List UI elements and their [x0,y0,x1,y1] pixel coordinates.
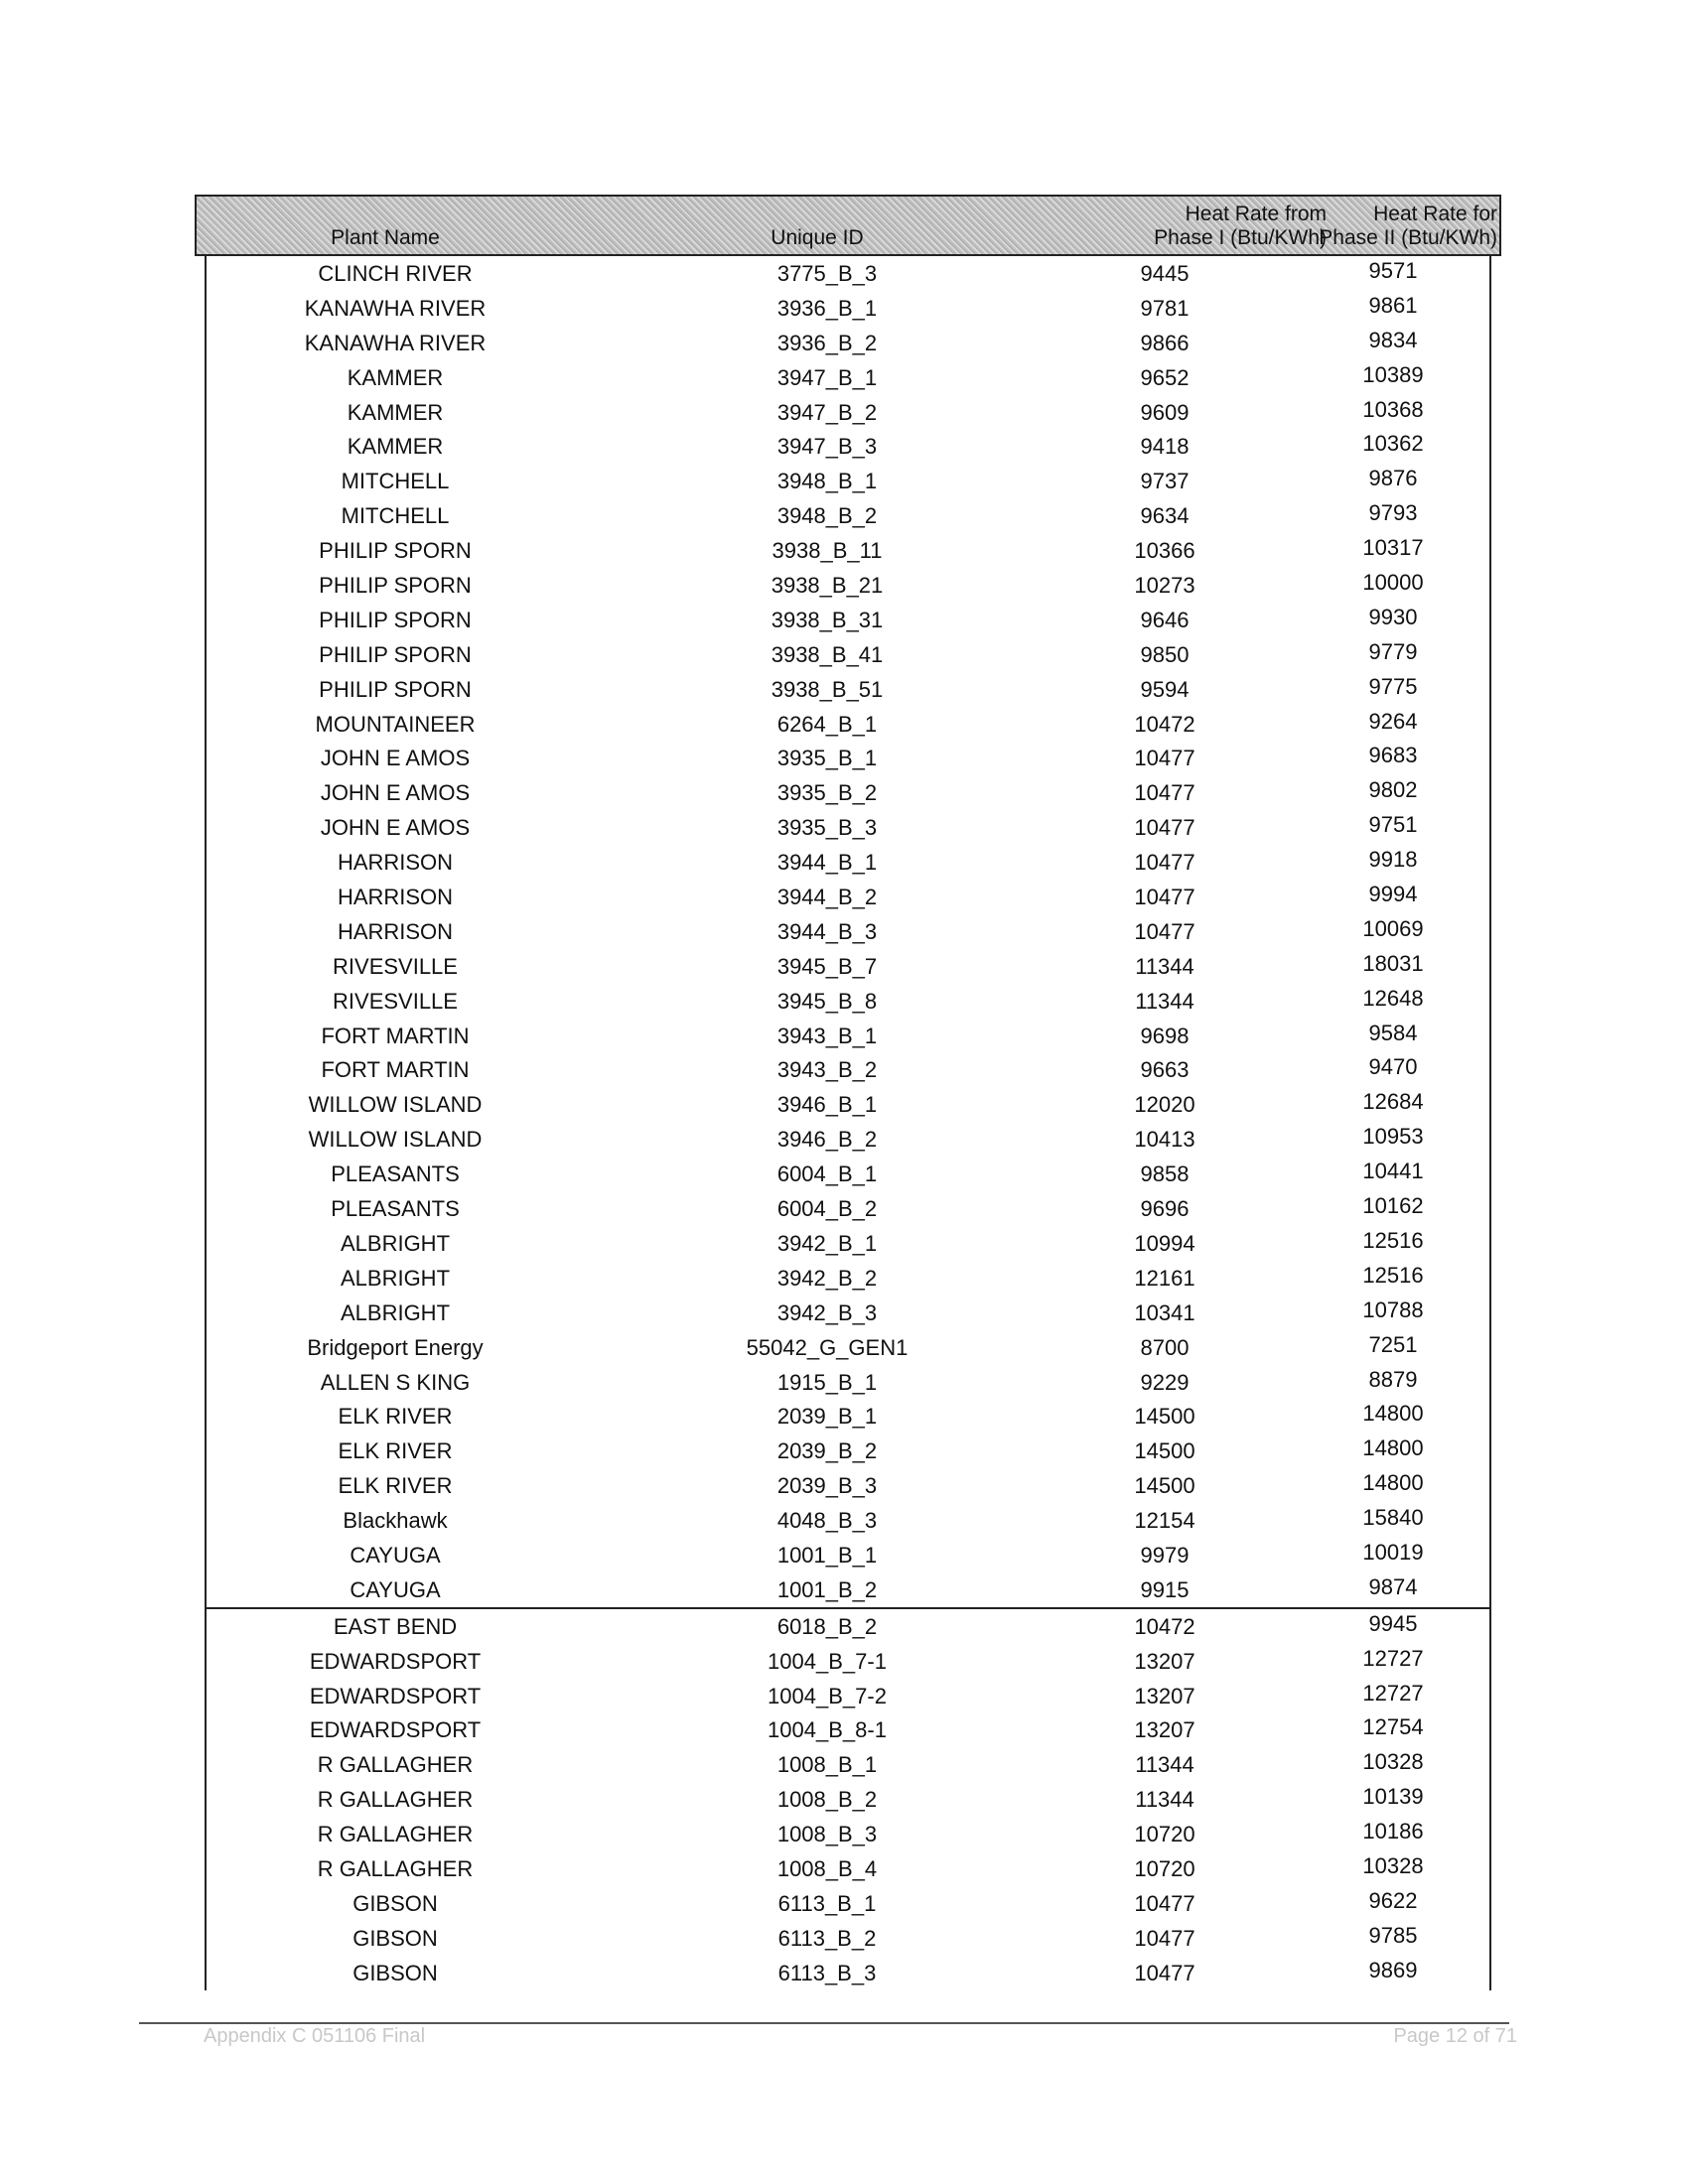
phase1-heat-rate-cell: 14500 [1134,1404,1195,1430]
phase1-heat-rate-cell: 12020 [1134,1092,1195,1118]
phase2-heat-rate-cell: 10441 [1362,1159,1424,1184]
plant-name-cell: ALLEN S KING [320,1369,471,1395]
phase2-heat-rate-cell: 9785 [1368,1922,1418,1948]
header-phase2-line2: Phase II (Btu/KWh) [1319,226,1497,249]
phase2-heat-rate-cell: 9861 [1368,292,1418,318]
phase2-heat-rate-cell: 9945 [1368,1610,1418,1636]
table-row [207,880,1489,914]
plant-name-cell: JOHN E AMOS [320,815,471,841]
plant-name-cell: JOHN E AMOS [320,746,471,771]
unique-id-cell: 3945_B_8 [776,988,878,1014]
phase2-heat-rate-cell: 10328 [1362,1749,1424,1775]
plant-name-cell: ELK RIVER [338,1473,453,1499]
plant-name-cell: MITCHELL [341,469,450,494]
phase1-heat-rate-cell: 10341 [1134,1299,1195,1325]
unique-id-cell: 3942_B_1 [776,1230,878,1256]
unique-id-cell: 6113_B_1 [777,1890,877,1916]
phase1-heat-rate-cell: 10273 [1134,573,1195,599]
phase2-heat-rate-cell: 9793 [1368,500,1418,526]
plant-name-cell: PHILIP SPORN [319,641,472,667]
plant-name-cell: RIVESVILLE [333,953,458,979]
phase2-heat-rate-cell: 9874 [1368,1573,1418,1599]
phase1-heat-rate-cell: 12154 [1134,1508,1195,1534]
phase1-heat-rate-cell: 9781 [1140,295,1190,321]
phase1-heat-rate-cell: 9850 [1140,641,1190,667]
phase1-heat-rate-cell: 11344 [1135,1752,1194,1778]
phase1-heat-rate-cell: 9634 [1140,503,1190,529]
table-row [207,1261,1489,1296]
phase2-heat-rate-cell: 9930 [1368,604,1418,629]
phase2-heat-rate-cell: 10362 [1362,431,1424,457]
unique-id-cell: 3943_B_1 [776,1023,878,1048]
phase1-heat-rate-cell: 9858 [1140,1161,1190,1187]
phase1-heat-rate-cell: 10720 [1134,1855,1195,1881]
table-row [207,810,1489,845]
unique-id-cell: 3936_B_2 [776,330,878,355]
phase1-heat-rate-cell: 10720 [1134,1822,1195,1847]
phase1-heat-rate-cell: 9737 [1140,469,1190,494]
footer-rule [139,2022,1509,2024]
unique-id-cell: 55042_G_GEN1 [746,1334,909,1360]
table-row [207,984,1489,1019]
phase1-heat-rate-cell: 10472 [1134,711,1195,737]
phase2-heat-rate-cell: 14800 [1362,1470,1424,1496]
phase2-heat-rate-cell: 10368 [1362,396,1424,422]
plant-name-cell: WILLOW ISLAND [308,1127,483,1153]
plant-name-cell: PHILIP SPORN [319,573,472,599]
phase2-heat-rate-cell: 9834 [1368,327,1418,352]
phase1-heat-rate-cell: 10472 [1134,1613,1195,1639]
plant-name-cell: MITCHELL [341,503,450,529]
table-row [207,637,1489,672]
table-row [207,1921,1489,1956]
table-row [207,568,1489,603]
phase2-heat-rate-cell: 15840 [1362,1505,1424,1531]
phase1-heat-rate-cell: 8700 [1140,1334,1190,1360]
unique-id-cell: 3775_B_3 [776,261,878,286]
plant-name-cell: FORT MARTIN [321,1023,470,1048]
table-row [207,291,1489,326]
plant-name-cell: ALBRIGHT [340,1230,451,1256]
table-row [207,395,1489,430]
plant-name-cell: R GALLAGHER [317,1822,474,1847]
header-phase2 [1279,203,1497,250]
table-row [207,256,1489,291]
phase2-heat-rate-cell: 9775 [1368,673,1418,699]
phase2-heat-rate-cell: 9470 [1368,1054,1418,1080]
plant-name-cell: KANAWHA RIVER [304,295,487,321]
table-row [207,1817,1489,1851]
phase1-heat-rate-cell: 9418 [1140,434,1190,460]
phase2-heat-rate-cell: 9802 [1368,777,1418,803]
plant-name-cell: ALBRIGHT [340,1299,451,1325]
phase1-heat-rate-cell: 13207 [1134,1683,1195,1708]
unique-id-cell: 3944_B_3 [776,918,878,944]
unique-id-cell: 6113_B_3 [777,1960,877,1985]
unique-id-cell: 6004_B_2 [776,1196,878,1222]
unique-id-cell: 1008_B_1 [776,1752,878,1778]
phase2-heat-rate-cell: 10019 [1362,1539,1424,1565]
table-row [207,1330,1489,1365]
phase1-heat-rate-cell: 10477 [1134,850,1195,876]
table-row [207,1851,1489,1886]
table-row [207,464,1489,498]
table-row [207,1019,1489,1053]
phase1-heat-rate-cell: 10477 [1134,885,1195,910]
unique-id-cell: 3938_B_21 [771,573,884,599]
phase1-heat-rate-cell: 10477 [1134,1890,1195,1916]
plant-name-cell: GIBSON [352,1890,438,1916]
plant-name-cell: FORT MARTIN [321,1057,470,1083]
unique-id-cell: 2039_B_3 [776,1473,878,1499]
unique-id-cell: 3938_B_51 [771,676,884,702]
phase1-heat-rate-cell: 9609 [1140,399,1190,425]
plant-name-cell: PHILIP SPORN [319,607,472,632]
unique-id-cell: 3948_B_2 [776,503,878,529]
phase2-heat-rate-cell: 10953 [1362,1124,1424,1150]
table-row [207,1052,1489,1087]
unique-id-cell: 3945_B_7 [776,953,878,979]
table-row [207,429,1489,464]
phase2-heat-rate-cell: 10788 [1362,1297,1424,1322]
unique-id-cell: 4048_B_3 [776,1508,878,1534]
table-row [207,1679,1489,1713]
plant-name-cell: KAMMER [347,434,444,460]
phase1-heat-rate-cell: 10477 [1134,815,1195,841]
unique-id-cell: 3946_B_1 [776,1092,878,1118]
plant-name-cell: PLEASANTS [331,1196,460,1222]
phase2-heat-rate-cell: 12648 [1362,985,1424,1011]
unique-id-cell: 1008_B_4 [776,1855,878,1881]
header-phase2-line1: Heat Rate for [1373,203,1497,225]
plant-name-cell: CAYUGA [350,1576,441,1602]
phase1-heat-rate-cell: 9979 [1140,1542,1190,1568]
plant-name-cell: ELK RIVER [338,1404,453,1430]
table-section-2 [205,1609,1491,1990]
phase1-heat-rate-cell: 10413 [1134,1127,1195,1153]
unique-id-cell: 3946_B_2 [776,1127,878,1153]
unique-id-cell: 3944_B_2 [776,885,878,910]
table-row [207,707,1489,742]
unique-id-cell: 6113_B_2 [777,1925,877,1951]
phase1-heat-rate-cell: 9915 [1140,1576,1190,1602]
phase1-heat-rate-cell: 10477 [1134,1960,1195,1985]
plant-name-cell: PHILIP SPORN [319,538,472,564]
table-row [207,1747,1489,1782]
phase2-heat-rate-cell: 10389 [1362,361,1424,387]
plant-name-cell: HARRISON [337,850,454,876]
phase1-heat-rate-cell: 10366 [1134,538,1195,564]
phase1-heat-rate-cell: 9698 [1140,1023,1190,1048]
phase1-heat-rate-cell: 11344 [1135,988,1194,1014]
phase2-heat-rate-cell: 9751 [1368,812,1418,838]
unique-id-cell: 6018_B_2 [776,1613,878,1639]
unique-id-cell: 1008_B_3 [776,1822,878,1847]
table-row [207,1886,1489,1921]
phase2-heat-rate-cell: 12516 [1362,1227,1424,1253]
table-row [207,1365,1489,1400]
plant-name-cell: HARRISON [337,885,454,910]
plant-name-cell: CAYUGA [350,1542,441,1568]
table-header [195,195,1501,256]
unique-id-cell: 1004_B_7-2 [768,1683,887,1708]
phase1-heat-rate-cell: 12161 [1134,1265,1195,1291]
phase1-heat-rate-cell: 9646 [1140,607,1190,632]
table-row [207,1226,1489,1261]
plant-name-cell: ALBRIGHT [340,1265,451,1291]
unique-id-cell: 3938_B_41 [771,641,884,667]
phase2-heat-rate-cell: 9876 [1368,466,1418,491]
phase1-heat-rate-cell: 9652 [1140,364,1190,390]
unique-id-cell: 3944_B_1 [776,850,878,876]
table-row [207,845,1489,880]
table-row [207,1956,1489,1990]
unique-id-cell: 3947_B_2 [776,399,878,425]
plant-name-cell: KANAWHA RIVER [304,330,487,355]
phase2-heat-rate-cell: 9622 [1368,1887,1418,1913]
table-row [207,1468,1489,1503]
table-row [207,498,1489,533]
table-row [207,914,1489,949]
plant-name-cell: EDWARDSPORT [309,1683,482,1708]
phase2-heat-rate-cell: 9584 [1368,1020,1418,1045]
unique-id-cell: 3942_B_3 [776,1299,878,1325]
plant-name-cell: EAST BEND [333,1613,458,1639]
plant-name-cell: ELK RIVER [338,1438,453,1464]
phase1-heat-rate-cell: 9696 [1140,1196,1190,1222]
phase1-heat-rate-cell: 9866 [1140,330,1190,355]
unique-id-cell: 1008_B_2 [776,1787,878,1813]
unique-id-cell: 3938_B_31 [771,607,884,632]
table-row [207,741,1489,775]
phase2-heat-rate-cell: 9571 [1368,258,1418,283]
phase2-heat-rate-cell: 9869 [1368,1957,1418,1982]
phase2-heat-rate-cell: 14800 [1362,1435,1424,1461]
plant-name-cell: R GALLAGHER [317,1855,474,1881]
unique-id-cell: 1915_B_1 [776,1369,878,1395]
phase2-heat-rate-cell: 12754 [1362,1714,1424,1740]
table-row [207,1157,1489,1191]
phase1-heat-rate-cell: 10477 [1134,780,1195,806]
table-row [207,1538,1489,1572]
unique-id-cell: 1001_B_1 [776,1542,878,1568]
plant-name-cell: Blackhawk [343,1508,448,1534]
table-row [207,949,1489,984]
unique-id-cell: 1004_B_7-1 [768,1648,887,1674]
phase1-heat-rate-cell: 9445 [1140,261,1190,286]
phase2-heat-rate-cell: 8879 [1368,1366,1418,1392]
unique-id-cell: 2039_B_2 [776,1438,878,1464]
plant-name-cell: JOHN E AMOS [320,780,471,806]
table-row [207,1782,1489,1817]
header-unique-id: Unique ID [771,226,864,249]
plant-name-cell: R GALLAGHER [317,1787,474,1813]
phase2-heat-rate-cell: 12727 [1362,1680,1424,1706]
plant-name-cell: KAMMER [347,364,444,390]
unique-id-cell: 1001_B_2 [776,1576,878,1602]
phase2-heat-rate-cell: 12684 [1362,1089,1424,1115]
plant-name-cell: GIBSON [352,1960,438,1985]
table-row [207,1399,1489,1433]
phase2-heat-rate-cell: 18031 [1362,950,1424,976]
phase2-heat-rate-cell: 9918 [1368,847,1418,873]
phase1-heat-rate-cell: 9594 [1140,676,1190,702]
phase2-heat-rate-cell: 7251 [1368,1331,1418,1357]
phase2-heat-rate-cell: 10317 [1362,535,1424,561]
unique-id-cell: 3936_B_1 [776,295,878,321]
footer-page-number: Page 12 of 71 [1393,2025,1517,2047]
plant-name-cell: CLINCH RIVER [318,261,473,286]
phase1-heat-rate-cell: 14500 [1134,1438,1195,1464]
plant-name-cell: GIBSON [352,1925,438,1951]
phase2-heat-rate-cell: 9994 [1368,882,1418,907]
header-phase1-line1: Heat Rate from [1185,203,1327,225]
phase2-heat-rate-cell: 12727 [1362,1645,1424,1671]
unique-id-cell: 3948_B_1 [776,469,878,494]
header-phase1-line2: Phase I (Btu/KWh) [1154,226,1327,249]
table-row [207,1191,1489,1226]
plant-name-cell: KAMMER [347,399,444,425]
phase2-heat-rate-cell: 10162 [1362,1193,1424,1219]
phase2-heat-rate-cell: 10069 [1362,915,1424,941]
plant-name-cell: EDWARDSPORT [309,1648,482,1674]
unique-id-cell: 3938_B_11 [772,538,883,564]
plant-name-cell: R GALLAGHER [317,1752,474,1778]
unique-id-cell: 3942_B_2 [776,1265,878,1291]
unique-id-cell: 3935_B_1 [776,746,878,771]
heat-rate-table [195,195,1501,1990]
phase1-heat-rate-cell: 10477 [1134,1925,1195,1951]
unique-id-cell: 3947_B_3 [776,434,878,460]
table-row [207,533,1489,568]
phase1-heat-rate-cell: 10477 [1134,746,1195,771]
plant-name-cell: WILLOW ISLAND [308,1092,483,1118]
phase2-heat-rate-cell: 10139 [1362,1784,1424,1810]
plant-name-cell: Bridgeport Energy [307,1334,484,1360]
table-row [207,1122,1489,1157]
unique-id-cell: 6004_B_1 [776,1161,878,1187]
table-row [207,1503,1489,1538]
table-row [207,1433,1489,1468]
plant-name-cell: PLEASANTS [331,1161,460,1187]
phase1-heat-rate-cell: 11344 [1135,1787,1194,1813]
phase2-heat-rate-cell: 9779 [1368,638,1418,664]
phase2-heat-rate-cell: 9264 [1368,708,1418,734]
header-plant-name: Plant Name [331,226,440,249]
phase1-heat-rate-cell: 9229 [1140,1369,1190,1395]
table-row [207,1087,1489,1122]
phase2-heat-rate-cell: 14800 [1362,1401,1424,1427]
plant-name-cell: PHILIP SPORN [319,676,472,702]
unique-id-cell: 1004_B_8-1 [768,1717,887,1743]
unique-id-cell: 3935_B_2 [776,780,878,806]
table-row [207,672,1489,707]
table-row [207,326,1489,360]
footer-document-name: Appendix C 051106 Final [204,2025,426,2047]
table-row [207,775,1489,810]
unique-id-cell: 3947_B_1 [776,364,878,390]
table-row [207,1296,1489,1330]
table-row [207,603,1489,637]
unique-id-cell: 2039_B_1 [776,1404,878,1430]
phase2-heat-rate-cell: 10328 [1362,1852,1424,1878]
unique-id-cell: 6264_B_1 [776,711,878,737]
table-body [195,256,1501,1990]
table-row [207,1609,1489,1644]
phase1-heat-rate-cell: 10994 [1134,1230,1195,1256]
plant-name-cell: MOUNTAINEER [315,711,476,737]
phase1-heat-rate-cell: 14500 [1134,1473,1195,1499]
phase1-heat-rate-cell: 13207 [1134,1648,1195,1674]
unique-id-cell: 3943_B_2 [776,1057,878,1083]
plant-name-cell: EDWARDSPORT [309,1717,482,1743]
unique-id-cell: 3935_B_3 [776,815,878,841]
table-section-1 [205,256,1491,1609]
table-row [207,360,1489,395]
phase1-heat-rate-cell: 9663 [1140,1057,1190,1083]
table-row [207,1644,1489,1679]
phase1-heat-rate-cell: 13207 [1134,1717,1195,1743]
phase2-heat-rate-cell: 10186 [1362,1819,1424,1844]
table-row [207,1712,1489,1747]
phase2-heat-rate-cell: 9683 [1368,743,1418,768]
plant-name-cell: RIVESVILLE [333,988,458,1014]
phase1-heat-rate-cell: 11344 [1135,953,1194,979]
phase1-heat-rate-cell: 10477 [1134,918,1195,944]
plant-name-cell: HARRISON [337,918,454,944]
table-row [207,1572,1489,1607]
phase2-heat-rate-cell: 10000 [1362,570,1424,596]
phase2-heat-rate-cell: 12516 [1362,1262,1424,1288]
